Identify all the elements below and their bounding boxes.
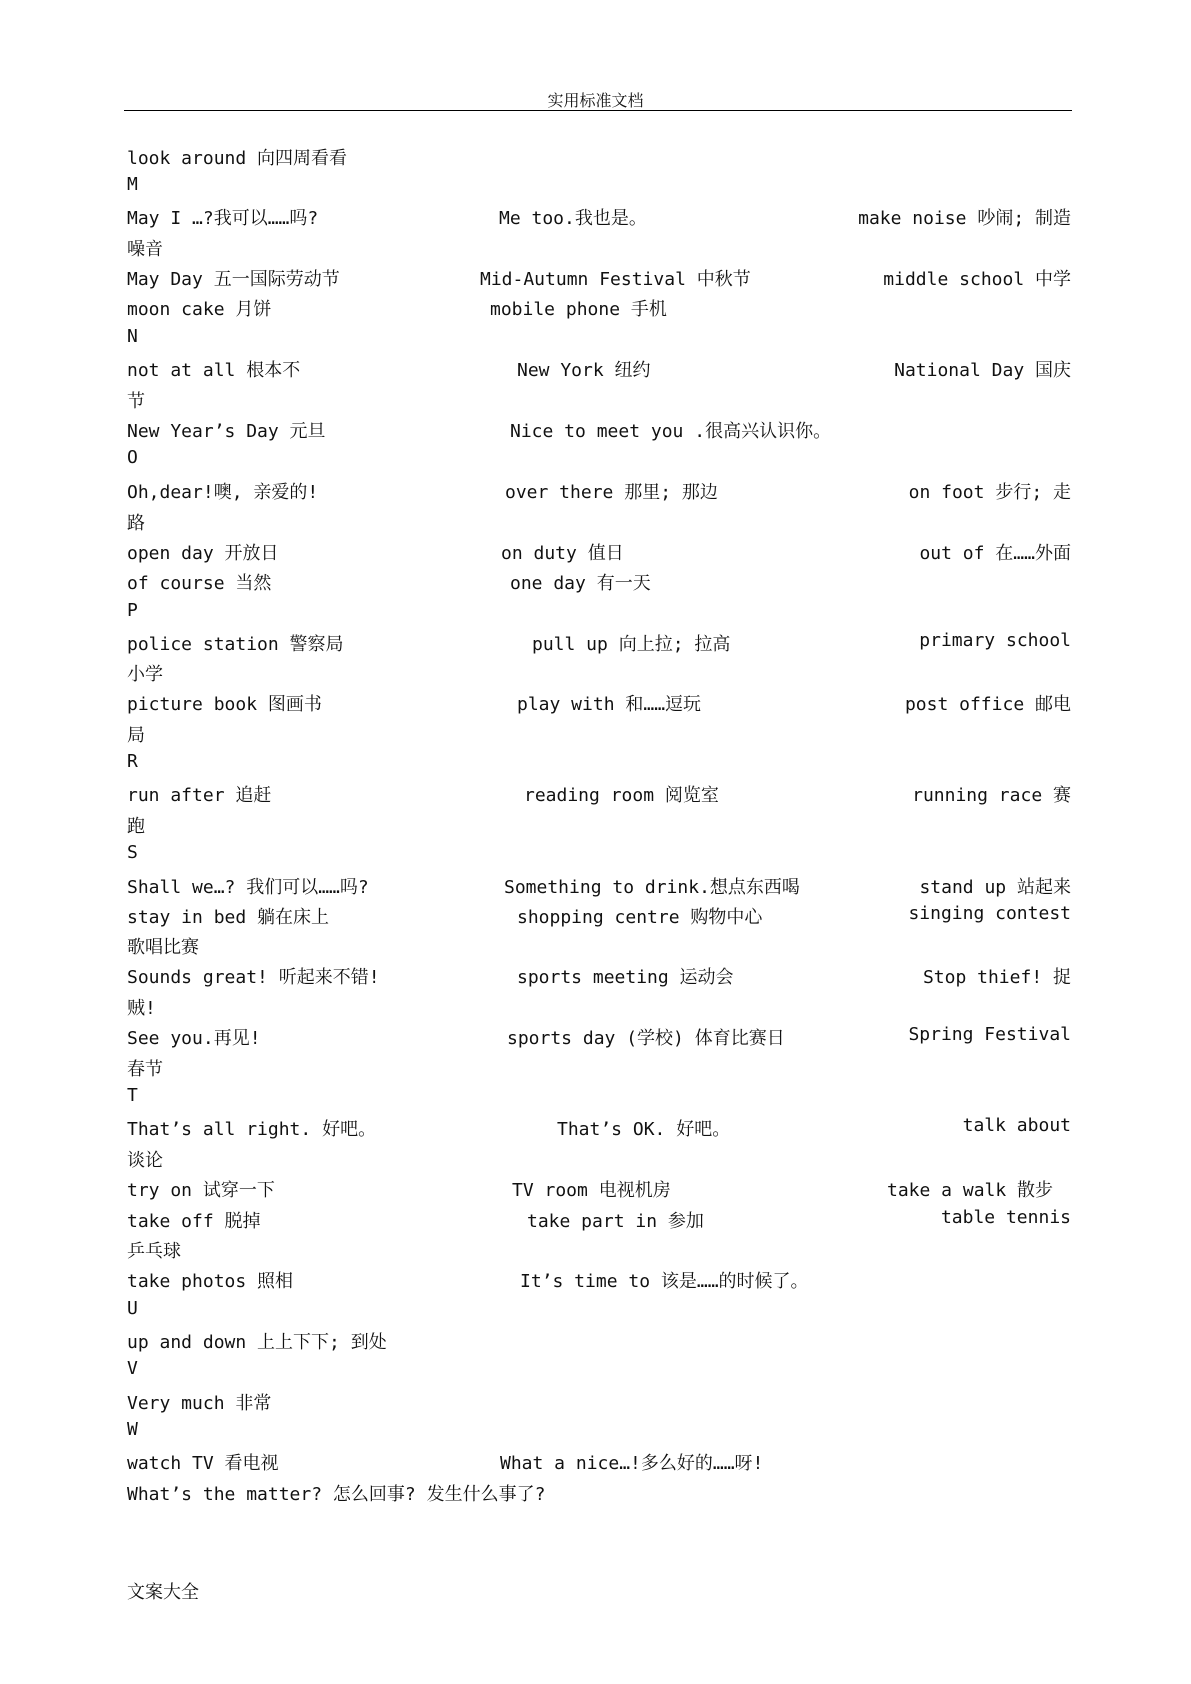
vocab-line <box>127 265 1071 296</box>
vocab-entry: Shall we…? 我们可以……吗? <box>127 877 369 898</box>
vocab-entry-right: post office 邮电 <box>904 694 1071 715</box>
vocab-line <box>127 963 1071 994</box>
vocab-entry-middle: sports day (学校) 体育比赛日 <box>507 1028 785 1049</box>
vocab-entry-middle: one day 有一天 <box>510 573 651 594</box>
vocab-line <box>127 1480 1071 1511</box>
vocab-entry: Sounds great! 听起来不错! <box>127 967 380 988</box>
vocab-entry: U <box>127 1298 138 1319</box>
vocab-entry-middle: on duty 值日 <box>501 543 624 564</box>
vocab-entry-middle: TV room 电视机房 <box>512 1180 671 1201</box>
vocab-entry: take photos 照相 <box>127 1271 294 1292</box>
vocab-entry: What’s the matter? 怎么回事? 发生什么事了? <box>127 1484 546 1505</box>
vocab-entry-right: primary school <box>919 630 1071 651</box>
vocab-entry: 小学 <box>127 664 163 685</box>
vocab-entry-middle: Nice to meet you .很高兴认识你。 <box>510 421 832 442</box>
header-divider <box>124 110 1072 111</box>
vocab-line <box>127 812 1071 843</box>
vocab-line <box>127 781 1071 812</box>
vocab-entry-right: National Day 国庆 <box>894 360 1071 381</box>
vocab-line <box>127 539 1071 570</box>
vocab-line <box>127 1449 1071 1480</box>
vocab-entry: R <box>127 751 138 772</box>
vocab-line <box>127 630 1071 661</box>
vocab-entry-right: take a walk 散步 <box>887 1180 1054 1201</box>
vocab-entry: take off 脱掉 <box>127 1211 261 1232</box>
vocab-line <box>127 1328 1071 1359</box>
vocab-line <box>127 690 1071 721</box>
vocab-entry-right: singing contest <box>908 903 1071 924</box>
vocab-entry-middle: Something to drink.想点东西喝 <box>504 877 800 898</box>
vocab-entry: May I …?我可以……吗? <box>127 208 319 229</box>
vocab-entry: 局 <box>127 725 145 746</box>
vocab-line <box>127 1024 1071 1055</box>
vocab-line <box>127 509 1071 540</box>
vocab-line <box>127 933 1071 964</box>
vocab-entry-middle: sports meeting 运动会 <box>517 967 734 988</box>
vocab-entry: 路 <box>127 513 145 534</box>
vocab-entry: May Day 五一国际劳动节 <box>127 269 340 290</box>
vocab-line <box>127 600 1071 631</box>
vocab-line <box>127 842 1071 873</box>
vocab-entry-middle: over there 那里; 那边 <box>505 482 718 503</box>
vocab-entry-right: talk about <box>962 1115 1071 1136</box>
vocab-line <box>127 1085 1071 1116</box>
vocab-line <box>127 387 1071 418</box>
vocab-line <box>127 235 1071 266</box>
vocab-entry: Very much 非常 <box>127 1393 272 1414</box>
vocab-entry-middle: shopping centre 购物中心 <box>517 907 763 928</box>
vocab-line <box>127 569 1071 600</box>
vocab-entry: look around 向四周看看 <box>127 148 348 169</box>
vocab-entry-right: middle school 中学 <box>883 269 1071 290</box>
vocab-line <box>127 1055 1071 1086</box>
vocab-entry: See you.再见! <box>127 1028 261 1049</box>
vocab-entry: 跑 <box>127 816 145 837</box>
vocab-line <box>127 174 1071 205</box>
vocab-entry-right: table tennis <box>940 1207 1071 1228</box>
vocab-entry-middle: reading room 阅览室 <box>524 785 719 806</box>
vocab-entry-right: out of 在……外面 <box>919 543 1071 564</box>
vocab-entry-middle: Me too.我也是。 <box>499 208 647 229</box>
vocab-entry: stay in bed 躺在床上 <box>127 907 330 928</box>
vocab-line <box>127 1267 1071 1298</box>
vocab-entry: O <box>127 447 138 468</box>
vocab-entry-right: running race 赛 <box>912 785 1071 806</box>
vocab-entry-middle: That’s OK. 好吧。 <box>557 1119 731 1140</box>
vocab-line <box>127 660 1071 691</box>
vocab-entry: That’s all right. 好吧。 <box>127 1119 377 1140</box>
vocab-entry: M <box>127 174 138 195</box>
vocab-entry-middle: What a nice…!多么好的……呀! <box>500 1453 764 1474</box>
vocab-line <box>127 447 1071 478</box>
vocab-entry: 节 <box>127 391 145 412</box>
page-footer-text: 文案大全 <box>127 1582 199 1603</box>
vocab-entry: open day 开放日 <box>127 543 279 564</box>
vocab-entry: W <box>127 1419 138 1440</box>
vocab-entry: N <box>127 326 138 347</box>
vocab-entry: V <box>127 1358 138 1379</box>
vocab-entry-right: make noise 吵闹; 制造 <box>858 208 1071 229</box>
vocab-line <box>127 994 1071 1025</box>
vocab-line <box>127 903 1071 934</box>
vocab-line <box>127 417 1071 448</box>
vocab-entry: T <box>127 1085 138 1106</box>
vocab-line <box>127 1115 1071 1146</box>
vocab-entry: 噪音 <box>127 239 163 260</box>
vocab-line <box>127 1146 1071 1177</box>
vocab-entry: moon cake 月饼 <box>127 299 272 320</box>
vocab-entry-right: on foot 步行; 走 <box>908 482 1071 503</box>
vocab-entry: picture book 图画书 <box>127 694 322 715</box>
vocab-entry: run after 追赶 <box>127 785 272 806</box>
vocab-line <box>127 1237 1071 1268</box>
vocab-line <box>127 1207 1071 1238</box>
vocab-entry: P <box>127 600 138 621</box>
vocab-line <box>127 1176 1071 1207</box>
vocab-entry-middle: play with 和……逗玩 <box>517 694 702 715</box>
vocab-entry: 谈论 <box>127 1150 163 1171</box>
vocab-entry-middle: take part in 参加 <box>527 1211 704 1232</box>
vocab-line <box>127 1389 1071 1420</box>
vocab-entry: police station 警察局 <box>127 634 344 655</box>
vocab-line <box>127 204 1071 235</box>
vocab-line <box>127 144 1071 175</box>
vocab-entry: not at all 根本不 <box>127 360 301 381</box>
vocab-entry: 贼! <box>127 998 156 1019</box>
vocab-entry-right: Stop thief! 捉 <box>922 967 1071 988</box>
vocab-entry: watch TV 看电视 <box>127 1453 279 1474</box>
vocab-entry-right: Spring Festival <box>908 1024 1071 1045</box>
vocab-line <box>127 478 1071 509</box>
vocab-entry: S <box>127 842 138 863</box>
vocab-entry: of course 当然 <box>127 573 272 594</box>
vocab-line <box>127 356 1071 387</box>
vocab-entry-middle: It’s time to 该是……的时候了。 <box>520 1271 809 1292</box>
vocab-line <box>127 873 1071 904</box>
vocab-entry-middle: Mid-Autumn Festival 中秋节 <box>480 269 751 290</box>
vocab-entry-middle: New York 纽约 <box>517 360 651 381</box>
vocab-entry: Oh,dear!噢, 亲爱的! <box>127 482 319 503</box>
vocab-entry-middle: pull up 向上拉; 拉高 <box>532 634 731 655</box>
vocab-line <box>127 751 1071 782</box>
vocab-line <box>127 1298 1071 1329</box>
vocab-entry: 春节 <box>127 1059 163 1080</box>
vocab-entry: New Year’s Day 元旦 <box>127 421 326 442</box>
vocab-line <box>127 295 1071 326</box>
vocab-line <box>127 1419 1071 1450</box>
vocab-entry-middle: mobile phone 手机 <box>490 299 667 320</box>
vocab-line <box>127 1358 1071 1389</box>
vocab-line <box>127 326 1071 357</box>
vocab-entry: 歌唱比赛 <box>127 937 199 958</box>
vocab-line <box>127 721 1071 752</box>
vocab-entry: 乒乓球 <box>127 1241 181 1262</box>
vocab-entry-right: stand up 站起来 <box>919 877 1071 898</box>
page-header-title: 实用标准文档 <box>547 91 644 110</box>
vocab-entry: try on 试穿一下 <box>127 1180 275 1201</box>
vocab-entry: up and down 上上下下; 到处 <box>127 1332 387 1353</box>
